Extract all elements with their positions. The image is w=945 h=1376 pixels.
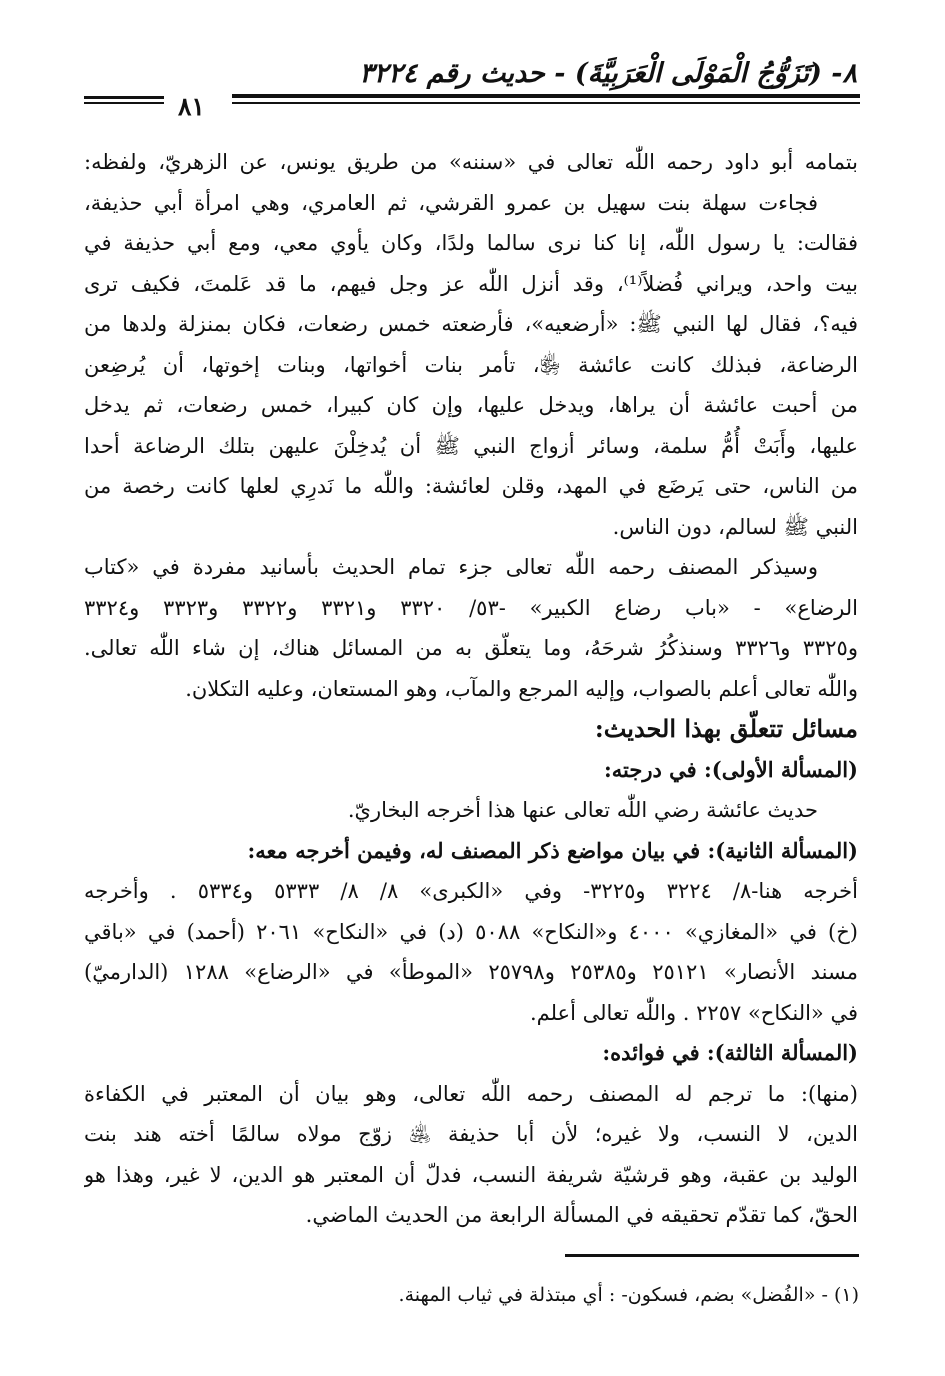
text-line: حديث عائشة رضي اللّٰه تعالى عنها هذا أخرجه البخاريّ. <box>347 798 818 822</box>
page-number: ٨١ <box>178 92 205 121</box>
text-line: (منها): ما ترجم له المصنف رحمه اللّٰه تعالى، وهو بيان أن المعتبر في الكفاءة <box>84 1081 858 1106</box>
header-rule-short-lower <box>84 102 164 104</box>
text-line: من الناس، حتى يَرضَع في المهد، وقلن لعائشة: واللّٰه ما نَدرِي لعلها كانت رخصة من <box>84 474 858 498</box>
text-line: بتمامه أبو داود رحمه اللّٰه تعالى في «سننه» من طريق يونس، عن الزهريّ، ولفظه: <box>84 150 858 174</box>
header-rule-long <box>232 94 860 98</box>
text-line: و٣٣٢٥ و٣٣٢٦ وسنذكُرُ شرحَهُ، وما يتعلّق به من المسائل هناك، إن شاء اللّٰه تعالى. <box>84 636 858 660</box>
text-line: مسند الأنصار» ٢٥١٢١ و٢٥٣٨٥ و٢٥٧٩٨ «الموطأ» في «الرضاع» ١٢٨٨ (الدارميّ) <box>84 960 858 984</box>
text-line: أخرجه هنا-٨/ ٣٢٢٤ و٣٢٢٥- وفي «الكبرى» ٨/ ٨/ ٥٣٣٣ و٥٣٣٤ . وأخرجه <box>84 879 858 903</box>
text-line: فقالت: يا رسول اللّٰه، إنا كنا نرى سالما ولدًا، وكان يأوي معي، ومع أبي حذيفة في <box>84 231 858 255</box>
text-line: بيت واحد، ويراني فُضلاً⁽¹⁾، وقد أنزل اللّٰه عز وجل فيهم، ما قد عَلمتَ، فكيف ترى <box>84 271 858 296</box>
footnote-separator <box>565 1254 859 1257</box>
text-line: في «النكاح» ٢٢٥٧ . واللّٰه تعالى أعلم. <box>529 1000 858 1025</box>
issue-title: (المسألة الأولى): في درجته: <box>604 756 858 782</box>
text-line: (خ) في «المغازي» ٤٠٠٠ و«النكاح» ٥٠٨٨ (د) في «النكاح» ٢٠٦١ (أحمد) في «باقي <box>84 919 858 944</box>
text-line: فجاءت سهلة بنت سهيل بن عمرو القرشي، ثم العامري، وهي امرأة أبي حذيفة، <box>84 190 818 215</box>
issue-title: (المسألة الثالثة): في فوائده: <box>602 1040 858 1065</box>
text-line: من أحبت عائشة أن يراها، ويدخل عليها، وإن كان كبيرا، خمس رضعات، ثم يدخل <box>84 393 858 417</box>
body-text <box>84 142 858 1236</box>
text-line: الدين، لا النسب، ولا غيره؛ لأن أبا حذيفة ﵁ زوّج مولاه سالمًا أخته هند بنت <box>84 1122 858 1146</box>
header-rule-long-lower <box>232 102 860 104</box>
text-line: النبي ﷺ لسالم، دون الناس. <box>612 514 858 539</box>
text-line: الحقّ، كما تقدّم تحقيقه في المسألة الرابعة من الحديث الماضي. <box>305 1203 858 1227</box>
text-line: فيه؟، فقال لها النبي ﷺ: «أرضعيه»، فأرضعته خمس رضعات، فكان بمنزلة ولدها من <box>84 312 858 336</box>
text-line: الوليد بن عقبة، وهو قرشيّة شريفة النسب، فدلّ أن المعتبر هو الدين، لا غير، وهذا هو <box>84 1162 858 1187</box>
header-rule-short <box>84 96 164 99</box>
section-heading: مسائل تتعلّق بهذا الحديث: <box>594 714 858 743</box>
footnote: (١) - «الفُضل» بضم، فسكون- : أي مبتذلة في ثياب المهنة. <box>398 1284 859 1306</box>
text-line: الرضاع» - «باب رضاع الكبير» -٥٣/ ٣٣٢٠ و٣٣٢١ و٣٣٢٢ و٣٣٢٣ و٣٣٢٤ <box>84 595 858 620</box>
issue-title: (المسألة الثانية): في بيان مواضع ذكر المصنف له، وفيمن أخرجه معه: <box>247 837 858 863</box>
text-line: واللّٰه تعالى أعلم بالصواب، وإليه المرجع والمآب، وهو المستعان، وعليه التكلان. <box>185 676 858 701</box>
running-header: ٨- (تَزَوُّجُ الْمَوْلَى الْعَرَبِيَّةَ) - حديث رقم ٣٢٢٤ <box>359 58 857 89</box>
text-line: الرضاعة، فبذلك كانت عائشة ﵂، تأمر بنات أخواتها، وبنات إخوتها، أن يُرضِعن <box>84 352 858 377</box>
text-line: عليها، وأَبَتْ أُمُّ سلمة، وسائر أزواج النبي ﷺ أن يُدخِلْنَ عليهن بتلك الرضاعة أحدا <box>84 433 858 458</box>
text-line: وسيذكر المصنف رحمه اللّٰه تعالى جزء تمام الحديث بأسانيد مفردة في «كتاب <box>84 555 818 579</box>
